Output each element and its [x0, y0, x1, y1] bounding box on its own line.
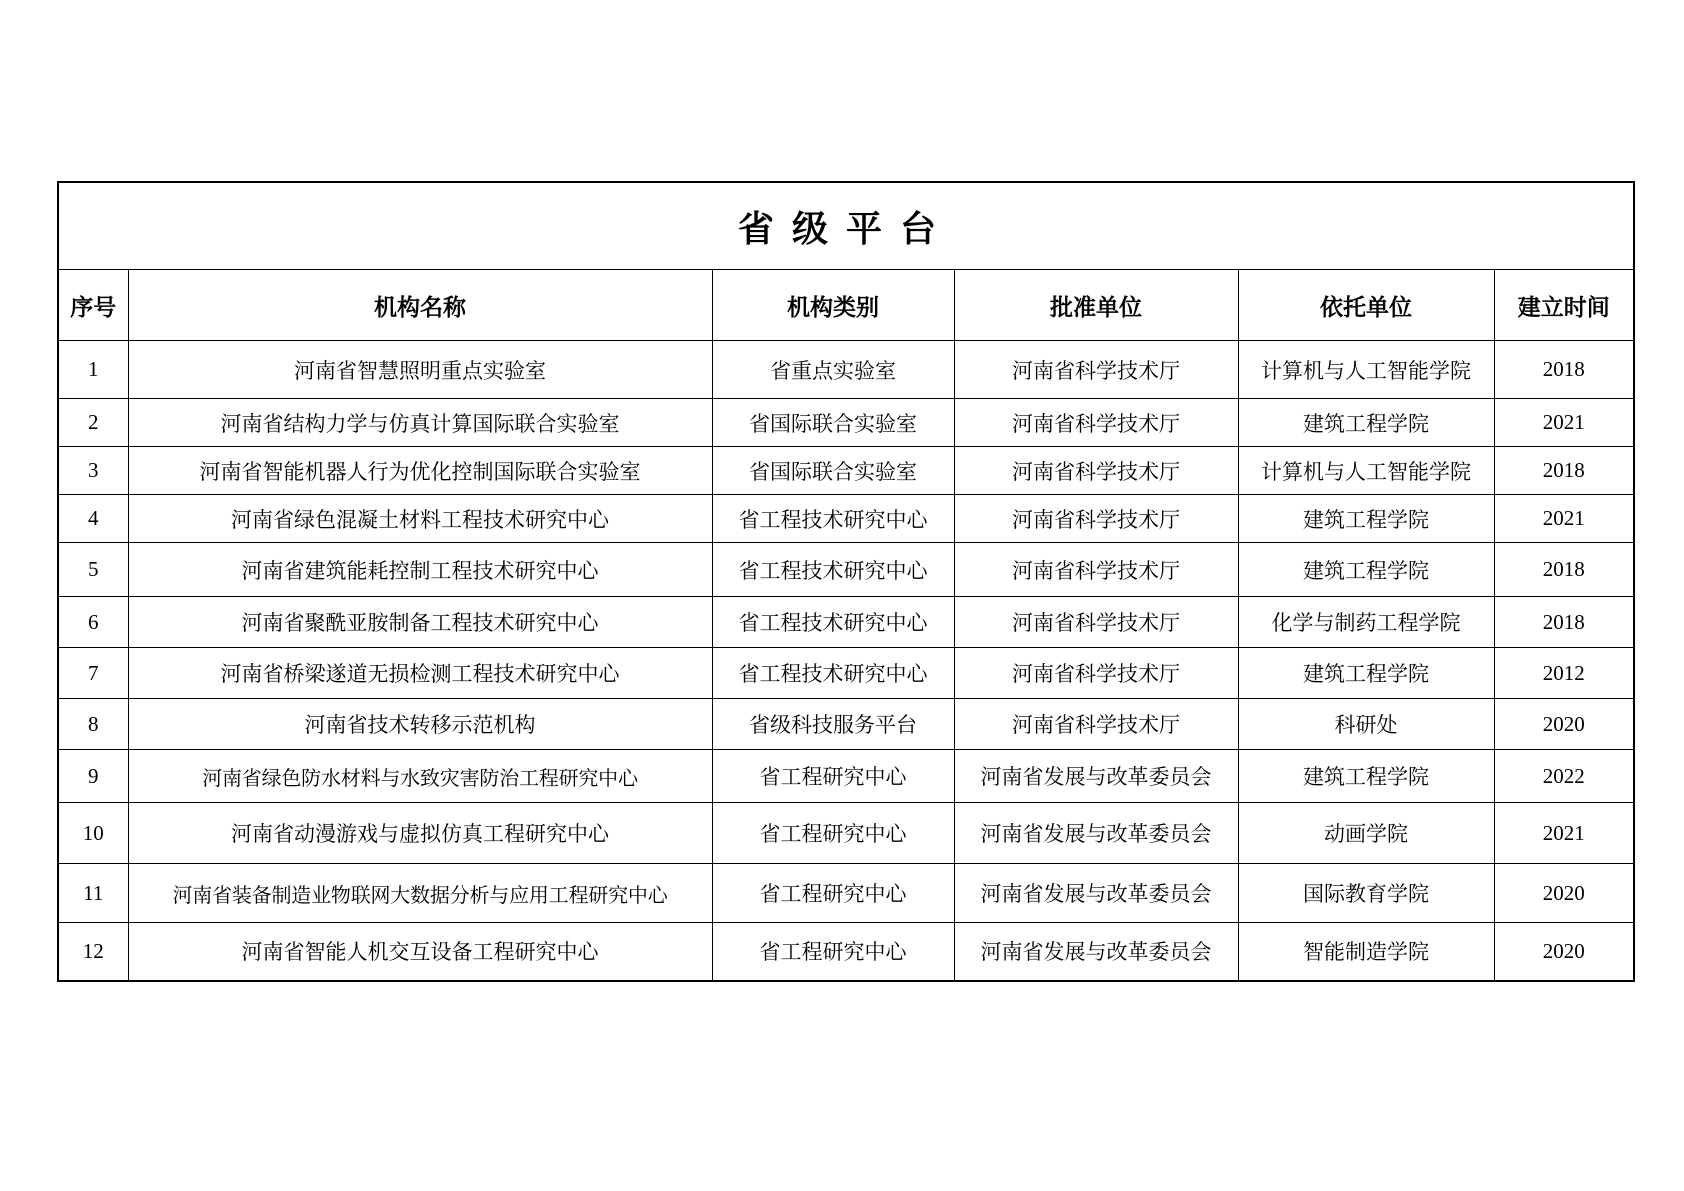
cell-approver: 河南省科学技术厅 — [954, 648, 1238, 699]
header-category: 机构类别 — [712, 270, 954, 341]
cell-year: 2012 — [1494, 648, 1634, 699]
cell-host: 动画学院 — [1238, 803, 1494, 864]
cell-year: 2020 — [1494, 864, 1634, 923]
header-year: 建立时间 — [1494, 270, 1634, 341]
header-no: 序号 — [58, 270, 128, 341]
cell-approver: 河南省科学技术厅 — [954, 597, 1238, 648]
cell-category: 省工程研究中心 — [712, 803, 954, 864]
cell-no: 12 — [58, 923, 128, 981]
cell-host: 计算机与人工智能学院 — [1238, 341, 1494, 399]
cell-year: 2021 — [1494, 803, 1634, 864]
header-name: 机构名称 — [128, 270, 712, 341]
table-row — [58, 803, 1634, 864]
cell-approver: 河南省发展与改革委员会 — [954, 750, 1238, 803]
cell-approver: 河南省发展与改革委员会 — [954, 803, 1238, 864]
table-row — [58, 495, 1634, 543]
table-row — [58, 923, 1634, 981]
cell-host: 建筑工程学院 — [1238, 648, 1494, 699]
cell-category: 省工程研究中心 — [712, 864, 954, 923]
header-host: 依托单位 — [1238, 270, 1494, 341]
cell-approver: 河南省科学技术厅 — [954, 495, 1238, 543]
table-row — [58, 648, 1634, 699]
cell-approver: 河南省科学技术厅 — [954, 699, 1238, 750]
header-approver: 批准单位 — [954, 270, 1238, 341]
cell-name: 河南省智能人机交互设备工程研究中心 — [128, 923, 712, 981]
table-row — [58, 341, 1634, 399]
cell-category: 省工程研究中心 — [712, 923, 954, 981]
cell-year: 2021 — [1494, 399, 1634, 447]
cell-no: 5 — [58, 543, 128, 597]
cell-year: 2020 — [1494, 699, 1634, 750]
cell-approver: 河南省发展与改革委员会 — [954, 923, 1238, 981]
table-title: 省级平台 — [58, 182, 1634, 270]
cell-name: 河南省装备制造业物联网大数据分析与应用工程研究中心 — [128, 864, 712, 923]
cell-year: 2020 — [1494, 923, 1634, 981]
table-row — [58, 699, 1634, 750]
cell-host: 国际教育学院 — [1238, 864, 1494, 923]
cell-host: 建筑工程学院 — [1238, 750, 1494, 803]
cell-no: 6 — [58, 597, 128, 648]
cell-category: 省级科技服务平台 — [712, 699, 954, 750]
cell-year: 2018 — [1494, 597, 1634, 648]
cell-name: 河南省技术转移示范机构 — [128, 699, 712, 750]
cell-name: 河南省动漫游戏与虚拟仿真工程研究中心 — [128, 803, 712, 864]
cell-name: 河南省绿色混凝土材料工程技术研究中心 — [128, 495, 712, 543]
cell-host: 建筑工程学院 — [1238, 543, 1494, 597]
cell-approver: 河南省科学技术厅 — [954, 543, 1238, 597]
table-row — [58, 597, 1634, 648]
cell-approver: 河南省科学技术厅 — [954, 341, 1238, 399]
cell-approver: 河南省科学技术厅 — [954, 447, 1238, 495]
table-row — [58, 750, 1634, 803]
cell-year: 2018 — [1494, 543, 1634, 597]
cell-no: 7 — [58, 648, 128, 699]
cell-category: 省工程技术研究中心 — [712, 648, 954, 699]
cell-name: 河南省建筑能耗控制工程技术研究中心 — [128, 543, 712, 597]
table-row — [58, 543, 1634, 597]
title-row — [58, 182, 1634, 270]
cell-no: 8 — [58, 699, 128, 750]
cell-no: 2 — [58, 399, 128, 447]
header-row — [58, 270, 1634, 341]
cell-host: 建筑工程学院 — [1238, 399, 1494, 447]
cell-year: 2018 — [1494, 447, 1634, 495]
table-row — [58, 864, 1634, 923]
cell-year: 2021 — [1494, 495, 1634, 543]
cell-host: 智能制造学院 — [1238, 923, 1494, 981]
cell-no: 1 — [58, 341, 128, 399]
cell-no: 3 — [58, 447, 128, 495]
cell-name: 河南省智慧照明重点实验室 — [128, 341, 712, 399]
cell-approver: 河南省发展与改革委员会 — [954, 864, 1238, 923]
cell-host: 计算机与人工智能学院 — [1238, 447, 1494, 495]
cell-host: 化学与制药工程学院 — [1238, 597, 1494, 648]
cell-category: 省工程技术研究中心 — [712, 543, 954, 597]
cell-no: 4 — [58, 495, 128, 543]
cell-host: 科研处 — [1238, 699, 1494, 750]
cell-host: 建筑工程学院 — [1238, 495, 1494, 543]
cell-category: 省重点实验室 — [712, 341, 954, 399]
platform-table — [57, 181, 1635, 982]
cell-name: 河南省桥梁遂道无损检测工程技术研究中心 — [128, 648, 712, 699]
table-row — [58, 399, 1634, 447]
cell-category: 省国际联合实验室 — [712, 399, 954, 447]
cell-category: 省国际联合实验室 — [712, 447, 954, 495]
table-row — [58, 447, 1634, 495]
cell-no: 11 — [58, 864, 128, 923]
cell-category: 省工程技术研究中心 — [712, 495, 954, 543]
cell-approver: 河南省科学技术厅 — [954, 399, 1238, 447]
cell-category: 省工程研究中心 — [712, 750, 954, 803]
cell-no: 9 — [58, 750, 128, 803]
cell-year: 2018 — [1494, 341, 1634, 399]
cell-no: 10 — [58, 803, 128, 864]
cell-name: 河南省绿色防水材料与水致灾害防治工程研究中心 — [128, 750, 712, 803]
cell-category: 省工程技术研究中心 — [712, 597, 954, 648]
cell-name: 河南省结构力学与仿真计算国际联合实验室 — [128, 399, 712, 447]
cell-year: 2022 — [1494, 750, 1634, 803]
cell-name: 河南省聚酰亚胺制备工程技术研究中心 — [128, 597, 712, 648]
cell-name: 河南省智能机器人行为优化控制国际联合实验室 — [128, 447, 712, 495]
